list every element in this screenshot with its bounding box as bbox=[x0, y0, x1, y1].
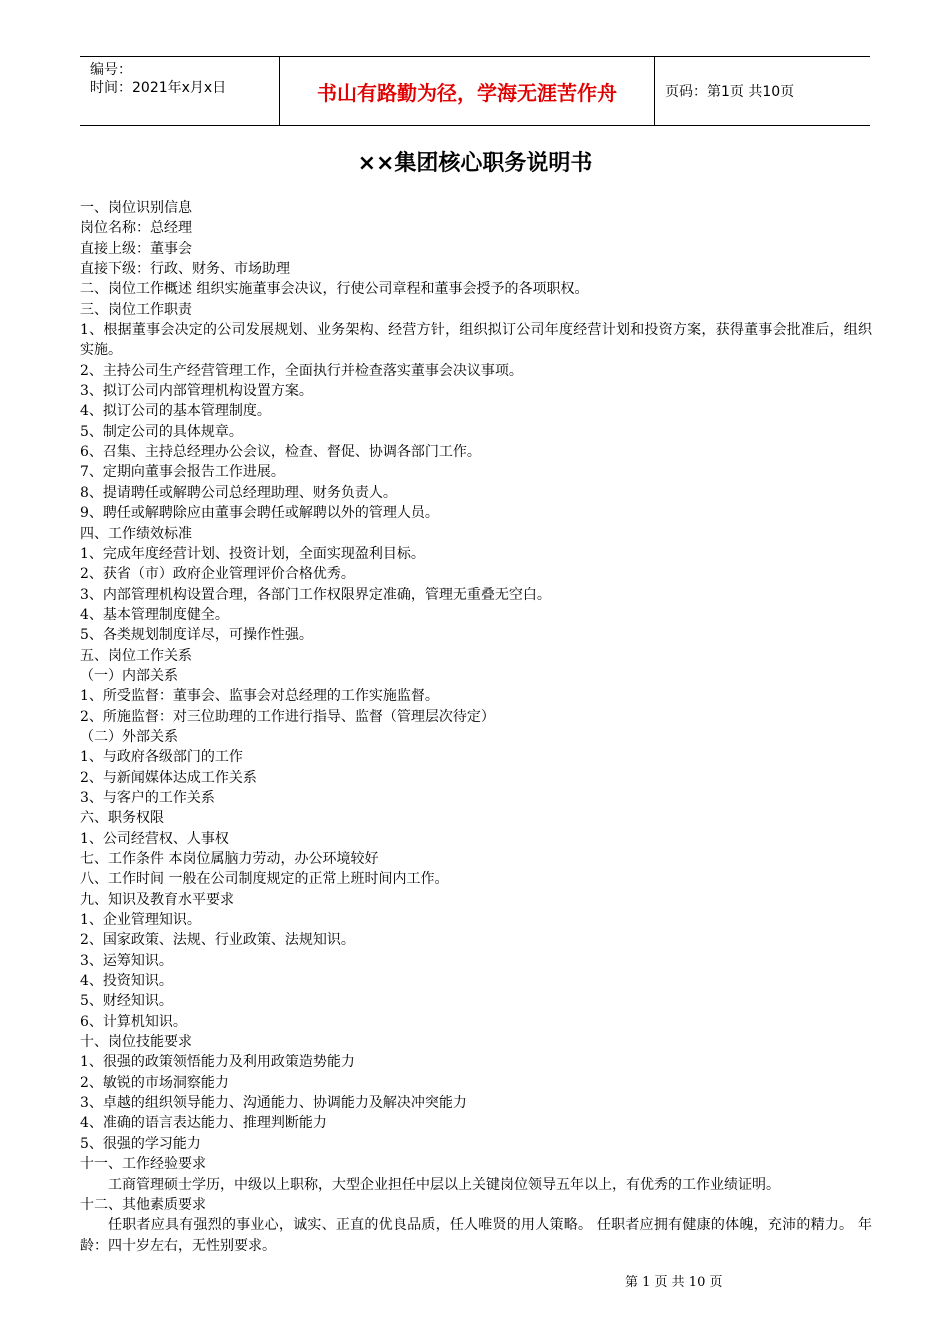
text-line: 岗位名称：总经理 bbox=[80, 220, 192, 237]
header-motto: 书山有路勤为径，学海无涯苦作舟 bbox=[280, 57, 655, 125]
list-item: 1、与政府各级部门的工作 bbox=[80, 749, 243, 766]
subsection-heading: （一）内部关系 bbox=[80, 667, 178, 684]
list-item: 1、很强的政策领悟能力及利用政策造势能力 bbox=[80, 1054, 355, 1071]
list-item: 2、与新闻媒体达成工作关系 bbox=[80, 769, 257, 786]
list-item: 5、各类规划制度详尽，可操作性强。 bbox=[80, 627, 313, 644]
list-item: 6、计算机知识。 bbox=[80, 1013, 187, 1030]
section-heading: 五、岗位工作关系 bbox=[80, 647, 192, 664]
list-item: 3、卓越的组织领导能力、沟通能力、协调能力及解决冲突能力 bbox=[80, 1095, 467, 1112]
list-item: 3、内部管理机构设置合理，各部门工作权限界定准确，管理无重叠无空白。 bbox=[80, 586, 551, 603]
section-heading: 七、工作条件 本岗位属脑力劳动，办公环境较好 bbox=[80, 851, 379, 867]
text-line: 直接下级：行政、财务、市场助理 bbox=[80, 261, 290, 278]
list-item: 2、获省（市）政府企业管理评价合格优秀。 bbox=[80, 566, 355, 583]
document-title: ××集团核心职务说明书 bbox=[357, 151, 593, 176]
list-item: 1、企业管理知识。 bbox=[80, 912, 201, 929]
list-item: 2、国家政策、法规、行业政策、法规知识。 bbox=[80, 932, 355, 949]
text-line: 直接上级：董事会 bbox=[80, 240, 192, 257]
list-item: 4、投资知识。 bbox=[80, 973, 173, 990]
section-heading: 十、岗位技能要求 bbox=[80, 1034, 192, 1051]
list-item: 1、根据董事会决定的公司发展规划、业务架构、经营方针，组织拟订公司年度经营计划和投资方案，获得董事会批准后，组织实施。 bbox=[80, 322, 872, 359]
list-item: 4、拟订公司的基本管理制度。 bbox=[80, 403, 271, 420]
page-footer: 第 1 页 共 10 页 bbox=[625, 1275, 723, 1290]
list-item: 1、所受监督：董事会、监事会对总经理的工作实施监督。 bbox=[80, 688, 439, 705]
list-item: 3、运筹知识。 bbox=[80, 952, 173, 969]
list-item: 8、提请聘任或解聘公司总经理助理、财务负责人。 bbox=[80, 484, 397, 501]
doc-time-label: 时间：2021年x月x日 bbox=[90, 80, 227, 96]
section-heading: 十一、工作经验要求 bbox=[80, 1156, 206, 1173]
list-item: 5、制定公司的具体规章。 bbox=[80, 423, 243, 440]
doc-number-label: 编号： bbox=[90, 62, 132, 78]
list-item: 1、完成年度经营计划、投资计划，全面实现盈利目标。 bbox=[80, 545, 425, 562]
list-item: 4、基本管理制度健全。 bbox=[80, 606, 229, 623]
section-heading: 一、岗位识别信息 bbox=[80, 200, 192, 216]
subsection-heading: （二）外部关系 bbox=[80, 728, 178, 745]
page-header bbox=[80, 56, 870, 126]
section-heading: 三、岗位工作职责 bbox=[80, 301, 192, 318]
list-item: 2、主持公司生产经营管理工作，全面执行并检查落实董事会决议事项。 bbox=[80, 362, 523, 379]
section-heading: 六、职务权限 bbox=[80, 810, 164, 827]
paragraph: 工商管理硕士学历，中级以上职称，大型企业担任中层以上关键岗位领导五年以上，有优秀的工作业绩证明。 bbox=[108, 1176, 780, 1193]
list-item: 1、公司经营权、人事权 bbox=[80, 830, 229, 847]
list-item: 2、所施监督：对三位助理的工作进行指导、监督（管理层次待定） bbox=[80, 708, 495, 725]
list-item: 5、财经知识。 bbox=[80, 993, 173, 1010]
header-page-code: 页码：第1页 共10页 bbox=[665, 84, 795, 100]
section-heading: 二、岗位工作概述 组织实施董事会决议，行使公司章程和董事会授予的各项职权。 bbox=[80, 281, 589, 298]
list-item: 4、准确的语言表达能力、推理判断能力 bbox=[80, 1115, 327, 1132]
list-item: 7、定期向董事会报告工作进展。 bbox=[80, 464, 285, 481]
section-heading: 九、知识及教育水平要求 bbox=[80, 891, 234, 908]
list-item: 2、敏锐的市场洞察能力 bbox=[80, 1074, 229, 1091]
list-item: 3、与客户的工作关系 bbox=[80, 789, 215, 806]
list-item: 6、召集、主持总经理办公会议，检查、督促、协调各部门工作。 bbox=[80, 444, 481, 461]
list-item: 5、很强的学习能力 bbox=[80, 1135, 201, 1152]
list-item: 3、拟订公司内部管理机构设置方案。 bbox=[80, 383, 313, 400]
section-heading: 四、工作绩效标准 bbox=[80, 525, 192, 542]
paragraph: 任职者应具有强烈的事业心，诚实、正直的优良品质，任人唯贤的用人策略。 任职者应拥有健康的体魄，充沛的精力。 年龄：四十岁左右，无性别要求。 bbox=[80, 1217, 872, 1254]
header-meta bbox=[80, 57, 280, 125]
section-heading: 十二、其他素质要求 bbox=[80, 1196, 206, 1213]
section-heading: 八、工作时间 一般在公司制度规定的正常上班时间内工作。 bbox=[80, 871, 449, 888]
document-body bbox=[80, 198, 872, 1256]
list-item: 9、聘任或解聘除应由董事会聘任或解聘以外的管理人员。 bbox=[80, 505, 439, 522]
